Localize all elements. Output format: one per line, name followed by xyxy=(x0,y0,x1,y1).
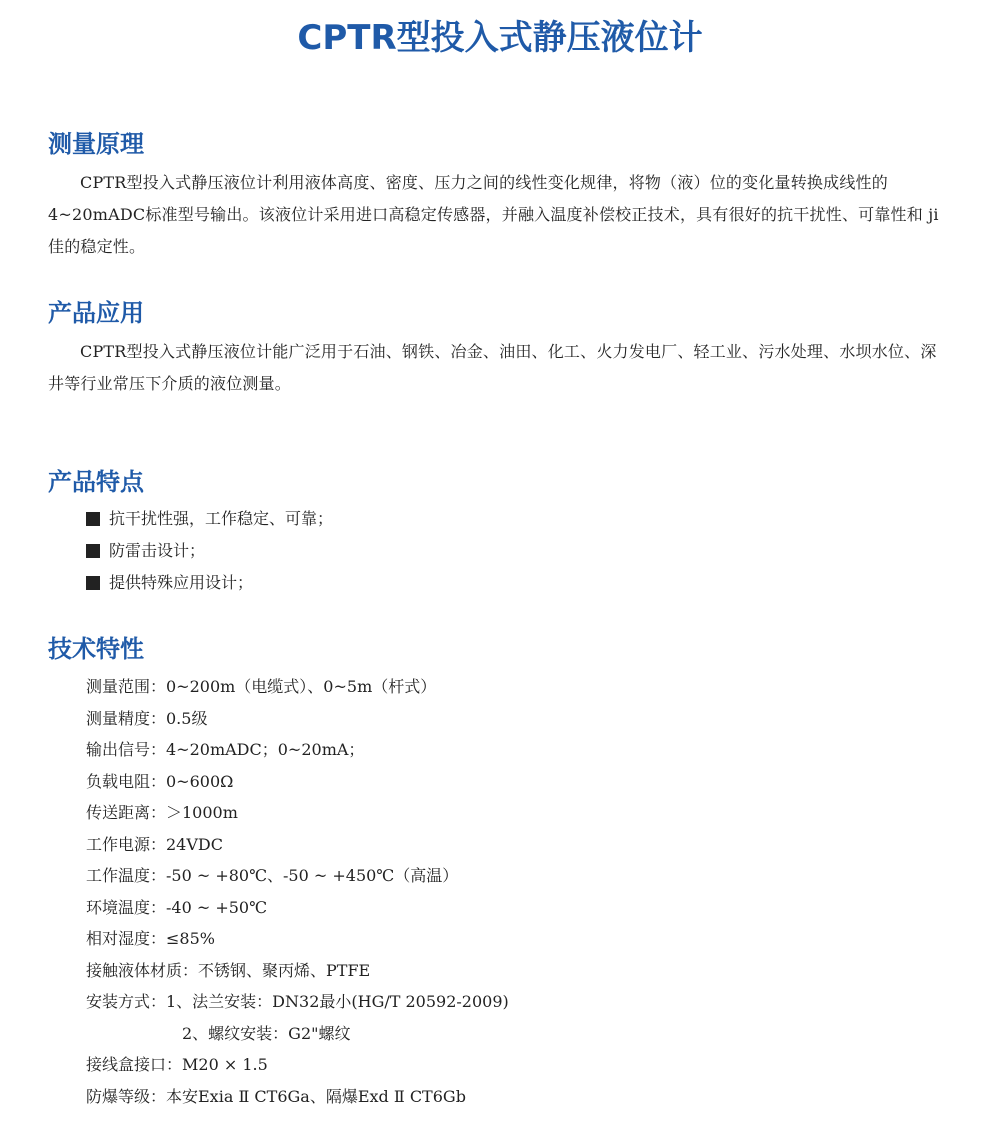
application-heading: 产品应用 xyxy=(48,299,144,327)
spec-item-relative-humidity: 相对湿度：≤85% xyxy=(86,929,215,948)
feature-item-text: 防雷击设计； xyxy=(109,541,206,560)
feature-item xyxy=(86,535,333,567)
spec-item-transmission-distance: 传送距离：＞1000m xyxy=(86,803,238,822)
square-bullet-icon xyxy=(86,512,100,526)
application-text: CPTR型投入式静压液位计能广泛用于石油、钢铁、冶金、油田、化工、火力发电厂、轻工业、污水处理、水坝水位、深井等行业常压下介质的液位测量。 xyxy=(48,342,937,393)
feature-item xyxy=(86,567,333,599)
spec-item-output-signal: 输出信号：4~20mADC；0~20mA； xyxy=(86,740,365,759)
feature-item-text: 抗干扰性强，工作稳定、可靠； xyxy=(109,509,334,528)
spec-item-installation-thread: 2、螺纹安装：G2"螺纹 xyxy=(182,1023,351,1043)
spec-item-load-resistance: 负载电阻：0~600Ω xyxy=(86,771,234,791)
square-bullet-icon xyxy=(86,576,100,590)
spec-item-working-temperature: 工作温度：-50 ~ +80℃、-50 ~ +450℃（高温） xyxy=(86,866,459,885)
spec-item-wetted-material: 接触液体材质：不锈钢、聚丙烯、PTFE xyxy=(86,960,371,980)
features-list xyxy=(86,503,333,599)
principle-heading: 测量原理 xyxy=(48,130,144,158)
spec-item-junction-box: 接线盒接口：M20 × 1.5 xyxy=(86,1055,268,1074)
feature-item-text: 提供特殊应用设计； xyxy=(109,573,254,592)
spec-item-explosion-proof: 防爆等级：本安Exia Ⅱ CT6Ga、隔爆Exd Ⅱ CT6Gb xyxy=(86,1086,466,1106)
square-bullet-icon xyxy=(86,544,100,558)
spec-item-power-supply: 工作电源：24VDC xyxy=(86,834,223,854)
features-heading: 产品特点 xyxy=(48,468,144,496)
specs-heading: 技术特性 xyxy=(48,635,144,663)
principle-text: CPTR型投入式静压液位计利用液体高度、密度、压力之间的线性变化规律，将物（液）位的变化量转换成线性的4~20mADC标准型号输出。该液位计采用进口高稳定传感器，并融入温度补偿校正技术，具有很好的抗干扰性、可靠性和 ji 佳的稳定性。 xyxy=(48,173,939,256)
page-title: CPTR型投入式静压液位计 xyxy=(297,18,703,58)
spec-item-measure-range: 测量范围：0~200m（电缆式）、0~5m（杆式） xyxy=(86,677,437,696)
feature-item xyxy=(86,503,333,535)
spec-item-ambient-temperature: 环境温度：-40 ~ +50℃ xyxy=(86,897,268,917)
specs-list xyxy=(86,671,509,1112)
spec-item-installation-flange: 安装方式：1、法兰安装：DN32最小(HG/T 20592-2009) xyxy=(86,992,509,1011)
spec-item-accuracy: 测量精度：0.5级 xyxy=(86,708,208,728)
